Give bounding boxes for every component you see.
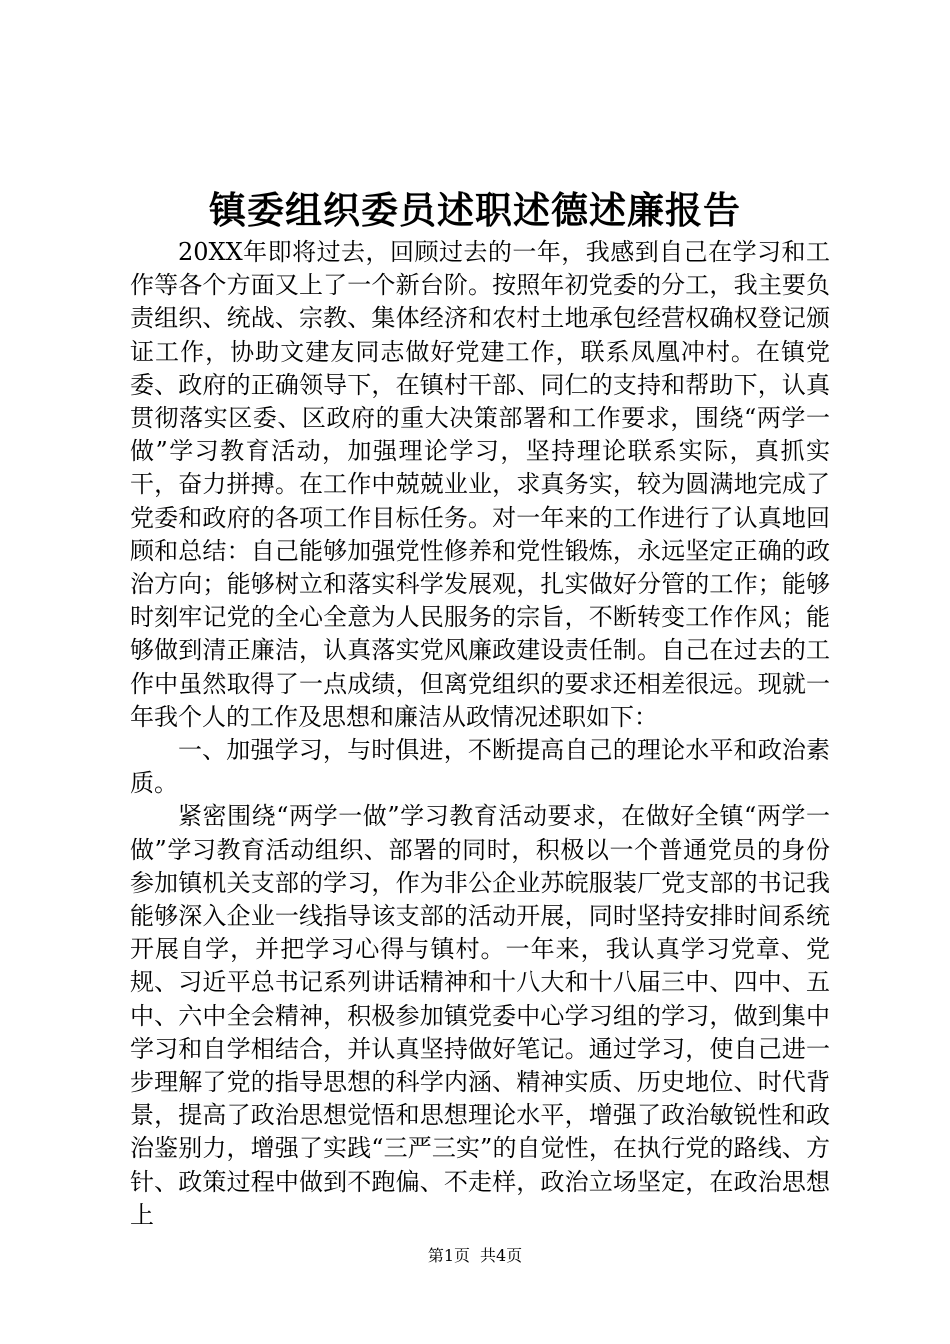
page-footer bbox=[0, 1244, 950, 1268]
document-body bbox=[130, 236, 830, 1232]
document-title: 镇委组织委员述职述德述廉报告 bbox=[209, 188, 741, 232]
body-paragraph-study: 紧密围绕“两学一做”学习教育活动要求，在做好全镇“两学一做”学习教育活动组织、部署的同时，积极以一个普通党员的身份参加镇机关支部的学习，作为非公企业苏皖服装厂党支部的书记我能够深入企业一线指导该支部的活动开展，同时坚持安排时间系统开展自学，并把学习心得与镇村。一年来，我认真学习党章、党规、习近平总书记系列讲话精神和十八大和十八届三中、四中、五中、六中全会精神，积极参加镇党委中心学习组的学习，做到集中学习和自学相结合，并认真坚持做好笔记。通过学习，使自己进一步理解了党的指导思想的科学内涵、精神实质、历史地位、时代背景，提高了政治思想觉悟和思想理论水平，增强了政治敏锐性和政治鉴别力，增强了实践“三严三实”的自觉性，在执行党的路线、方针、政策过程中做到不跑偏、不走样，政治立场坚定，在政治思想上 bbox=[130, 802, 830, 1229]
page-number-current: 第1页 bbox=[427, 1246, 470, 1265]
section-heading-1: 一、加强学习，与时俱进，不断提高自己的理论水平和政治素质。 bbox=[130, 736, 830, 798]
page-number-total: 共4页 bbox=[480, 1246, 523, 1265]
body-paragraph-intro: 20XX年即将过去，回顾过去的一年，我感到自己在学习和工作等各个方面又上了一个新台阶。按照年初党委的分工，我主要负责组织、统战、宗教、集体经济和农村土地承包经营权确权登记颁证工作，协助文建友同志做好党建工作，联系凤凰冲村。在镇党委、政府的正确领导下，在镇村干部、同仁的支持和帮助下，认真贯彻落实区委、区政府的重大决策部署和工作要求，围绕“两学一做”学习教育活动，加强理论学习，坚持理论联系实际，真抓实干，奋力拼搏。在工作中兢兢业业，求真务实，较为圆满地完成了党委和政府的各项工作目标任务。对一年来的工作进行了认真地回顾和总结：自己能够加强党性修养和党性锻炼，永远坚定正确的政治方向；能够树立和落实科学发展观，扎实做好分管的工作；能够时刻牢记党的全心全意为人民服务的宗旨，不断转变工作作风；能够做到清正廉洁，认真落实党风廉政建设责任制。自己在过去的工作中虽然取得了一点成绩，但离党组织的要求还相差很远。现就一年我个人的工作及思想和廉洁从政情况述职如下： bbox=[130, 238, 830, 731]
